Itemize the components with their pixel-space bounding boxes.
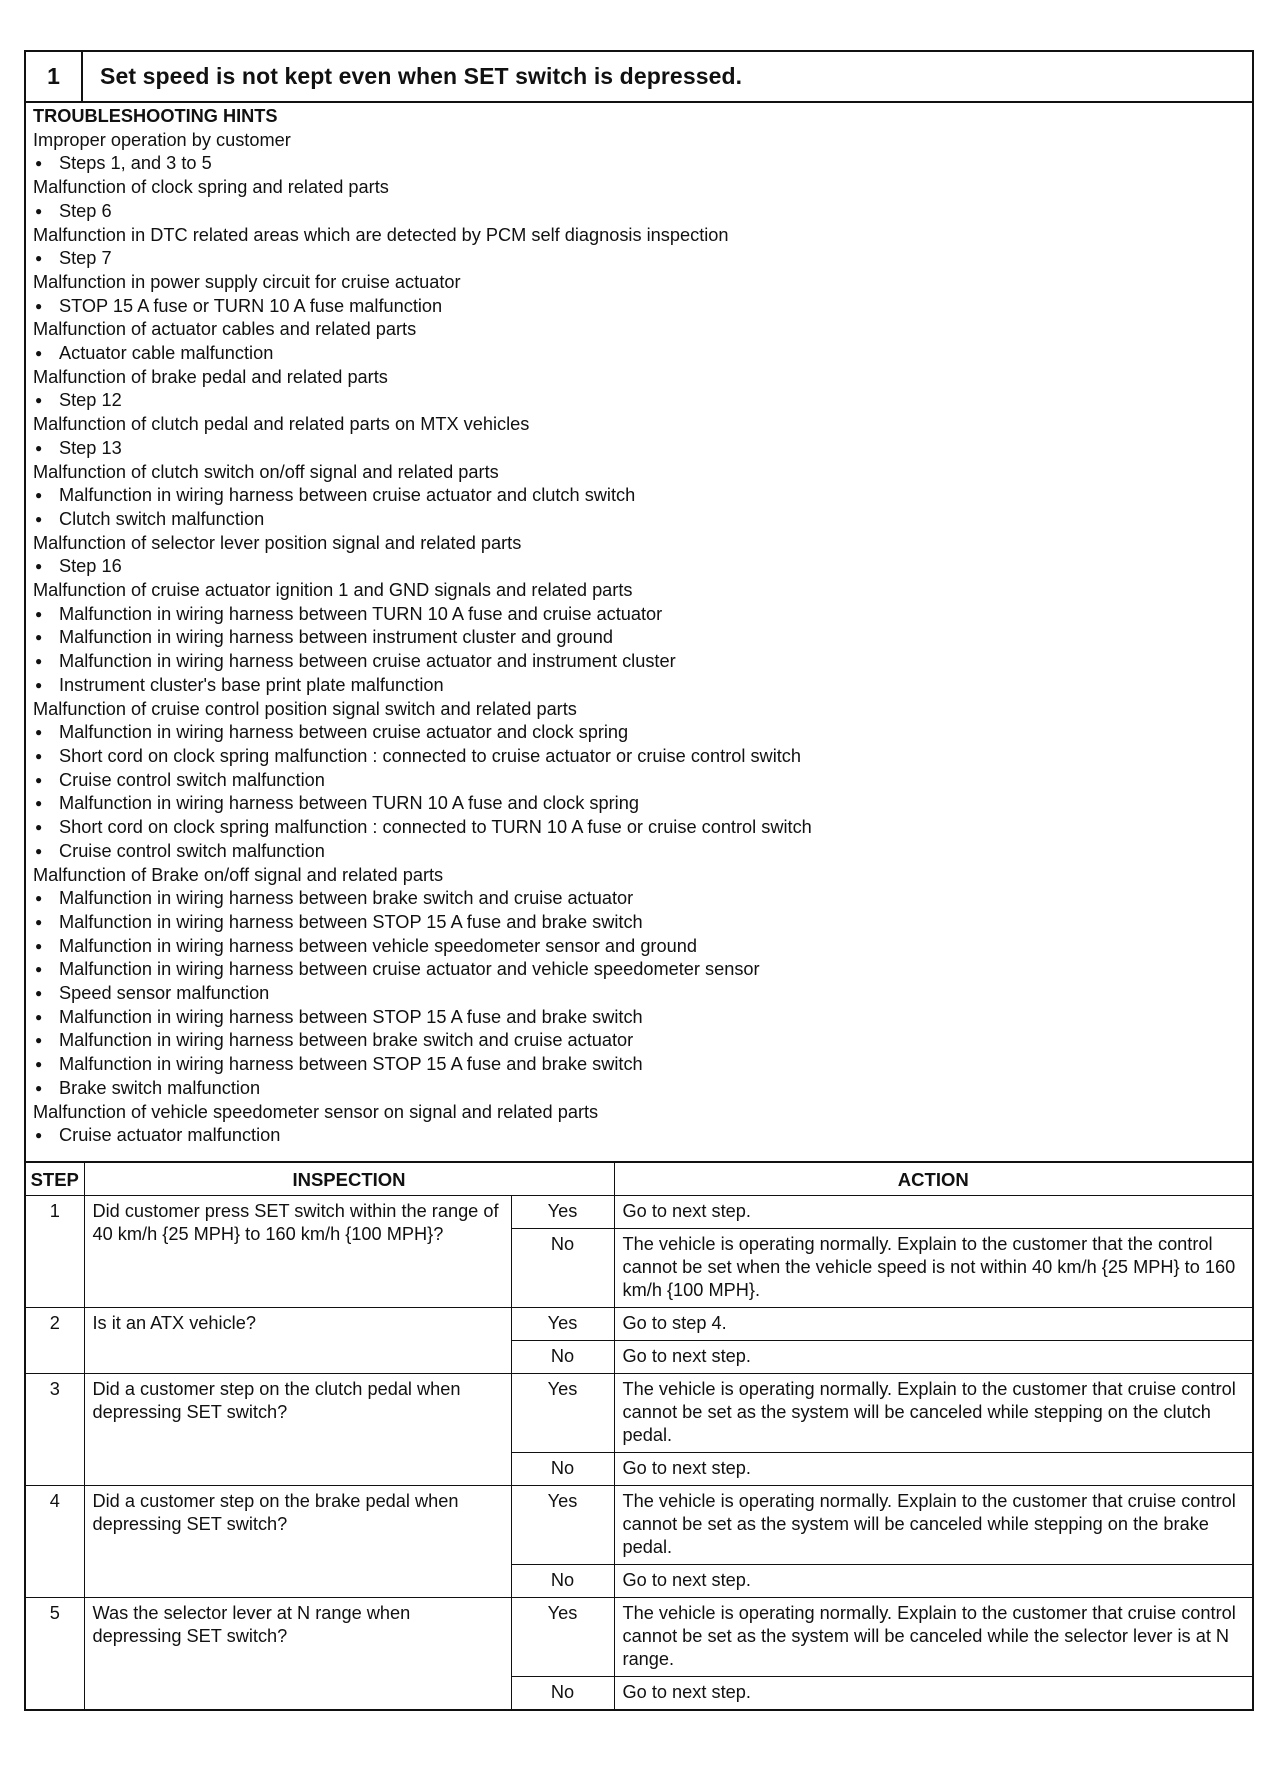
- section-header: [26, 52, 1252, 103]
- answer-cell: Yes: [511, 1308, 614, 1341]
- action-text: Go to next step.: [614, 1341, 1252, 1374]
- answer-cell: No: [511, 1677, 614, 1710]
- bullet-icon: ●: [35, 203, 43, 218]
- action-text: The vehicle is operating normally. Explain to the customer that cruise control cannot be set as the system will be canceled while the selector lever is at N range.: [614, 1598, 1252, 1677]
- hint-bullet-item: [33, 674, 1246, 698]
- hint-bullet-item: [33, 603, 1246, 627]
- step-number: 2: [26, 1308, 84, 1374]
- hint-bullet-item: [33, 1053, 1246, 1077]
- hint-text: Malfunction of cruise control position signal switch and related parts: [33, 698, 577, 719]
- bullet-icon: ●: [35, 654, 43, 669]
- bullet-icon: ●: [35, 843, 43, 858]
- inspection-text: Is it an ATX vehicle?: [84, 1308, 511, 1374]
- hint-category: [33, 271, 1246, 295]
- hint-category: [33, 318, 1246, 342]
- step-column-header: STEP: [26, 1162, 84, 1196]
- hint-text: Malfunction in wiring harness between cruise actuator and clutch switch: [59, 485, 636, 506]
- hints-list: [33, 129, 1246, 1148]
- step-number: 1: [26, 1196, 84, 1308]
- bullet-icon: ●: [35, 891, 43, 906]
- answer-cell: Yes: [511, 1598, 614, 1677]
- hint-text: Step 12: [59, 390, 122, 411]
- table-header-row: [26, 1162, 1252, 1196]
- hint-text: Malfunction in wiring harness between brake switch and cruise actuator: [59, 1030, 634, 1051]
- hint-text: Cruise control switch malfunction: [59, 840, 325, 861]
- hint-category: [33, 1101, 1246, 1125]
- action-text: The vehicle is operating normally. Explain to the customer that cruise control cannot be set as the system will be canceled while stepping on the clutch pedal.: [614, 1374, 1252, 1453]
- hint-bullet-item: [33, 1006, 1246, 1030]
- table-row: [26, 1598, 1252, 1677]
- bullet-icon: ●: [35, 511, 43, 526]
- answer-cell: Yes: [511, 1196, 614, 1229]
- hint-text: Malfunction of cruise actuator ignition 1 and GND signals and related parts: [33, 580, 633, 601]
- bullet-icon: ●: [35, 962, 43, 977]
- bullet-icon: ●: [35, 630, 43, 645]
- hint-text: Step 16: [59, 556, 122, 577]
- table-row: [26, 1486, 1252, 1565]
- section-title: Set speed is not kept even when SET switch is depressed.: [100, 63, 743, 89]
- bullet-icon: ●: [35, 488, 43, 503]
- hint-bullet-item: [33, 650, 1246, 674]
- hint-bullet-item: [33, 1124, 1246, 1148]
- hint-category: [33, 579, 1246, 603]
- bullet-icon: ●: [35, 772, 43, 787]
- hint-text: Cruise control switch malfunction: [59, 769, 325, 790]
- hint-text: Malfunction in wiring harness between vehicle speedometer sensor and ground: [59, 935, 697, 956]
- hint-category: [33, 129, 1246, 153]
- bullet-icon: ●: [35, 440, 43, 455]
- hint-text: Malfunction in wiring harness between brake switch and cruise actuator: [59, 888, 634, 909]
- table-row: [26, 1196, 1252, 1229]
- hint-text: Steps 1, and 3 to 5: [59, 153, 212, 174]
- bullet-icon: ●: [35, 251, 43, 266]
- hint-text: Malfunction of vehicle speedometer sensor on signal and related parts: [33, 1101, 599, 1122]
- hint-text: Step 7: [59, 248, 112, 269]
- bullet-icon: ●: [35, 1057, 43, 1072]
- hint-text: Malfunction in wiring harness between cruise actuator and vehicle speedometer sensor: [59, 959, 760, 980]
- action-column-header: ACTION: [614, 1162, 1252, 1196]
- hint-bullet-item: [33, 721, 1246, 745]
- bullet-icon: ●: [35, 820, 43, 835]
- bullet-icon: ●: [35, 796, 43, 811]
- hint-text: Instrument cluster's base print plate malfunction: [59, 674, 444, 695]
- hint-category: [33, 698, 1246, 722]
- hint-bullet-item: [33, 437, 1246, 461]
- bullet-icon: ●: [35, 1080, 43, 1095]
- hint-bullet-item: [33, 295, 1246, 319]
- hint-bullet-item: [33, 389, 1246, 413]
- troubleshooting-sheet: [24, 50, 1254, 1711]
- hint-text: Malfunction of actuator cables and related parts: [33, 319, 417, 340]
- bullet-icon: ●: [35, 346, 43, 361]
- hint-category: [33, 366, 1246, 390]
- inspection-text: Was the selector lever at N range when depressing SET switch?: [84, 1598, 511, 1710]
- section-number: 1: [26, 52, 83, 101]
- hint-category: [33, 532, 1246, 556]
- hint-bullet-item: [33, 816, 1246, 840]
- hint-category: [33, 224, 1246, 248]
- action-text: The vehicle is operating normally. Explain to the customer that the control cannot be set when the vehicle speed is not within 40 km/h {25 MPH} to 160 km/h {100 MPH}.: [614, 1229, 1252, 1308]
- answer-cell: Yes: [511, 1486, 614, 1565]
- hint-text: Malfunction in wiring harness between cruise actuator and clock spring: [59, 722, 629, 743]
- hint-bullet-item: [33, 840, 1246, 864]
- hint-category: [33, 413, 1246, 437]
- bullet-icon: ●: [35, 298, 43, 313]
- hint-text: Short cord on clock spring malfunction : connected to cruise actuator or cruise control switch: [59, 745, 801, 766]
- action-text: Go to step 4.: [614, 1308, 1252, 1341]
- bullet-icon: ●: [35, 393, 43, 408]
- hint-text: Malfunction in wiring harness between TURN 10 A fuse and clock spring: [59, 793, 639, 814]
- action-text: Go to next step.: [614, 1196, 1252, 1229]
- hint-bullet-item: [33, 484, 1246, 508]
- answer-cell: No: [511, 1453, 614, 1486]
- inspection-table: [26, 1161, 1252, 1709]
- inspection-text: Did a customer step on the brake pedal when depressing SET switch?: [84, 1486, 511, 1598]
- bullet-icon: ●: [35, 986, 43, 1001]
- hint-bullet-item: [33, 247, 1246, 271]
- hint-text: Malfunction of Brake on/off signal and related parts: [33, 864, 444, 885]
- hint-text: Step 6: [59, 200, 112, 221]
- action-text: Go to next step.: [614, 1453, 1252, 1486]
- hint-bullet-item: [33, 1029, 1246, 1053]
- hint-text: Cruise actuator malfunction: [59, 1125, 281, 1146]
- bullet-icon: ●: [35, 725, 43, 740]
- step-number: 5: [26, 1598, 84, 1710]
- hint-text: Clutch switch malfunction: [59, 508, 265, 529]
- hints-heading: TROUBLESHOOTING HINTS: [33, 106, 278, 126]
- hint-bullet-item: [33, 958, 1246, 982]
- hint-text: Short cord on clock spring malfunction : connected to TURN 10 A fuse or cruise control switch: [59, 817, 812, 838]
- hint-text: Malfunction of brake pedal and related parts: [33, 366, 388, 387]
- step-number: 4: [26, 1486, 84, 1598]
- hint-text: Malfunction of clutch pedal and related parts on MTX vehicles: [33, 414, 530, 435]
- bullet-icon: ●: [35, 156, 43, 171]
- hint-bullet-item: [33, 152, 1246, 176]
- hint-text: Malfunction in wiring harness between cruise actuator and instrument cluster: [59, 651, 676, 672]
- step-number: 3: [26, 1374, 84, 1486]
- table-row: [26, 1374, 1252, 1453]
- hint-bullet-item: [33, 769, 1246, 793]
- hint-bullet-item: [33, 555, 1246, 579]
- bullet-icon: ●: [35, 1128, 43, 1143]
- answer-cell: Yes: [511, 1374, 614, 1453]
- hint-text: Malfunction of clock spring and related parts: [33, 177, 389, 198]
- hint-text: Brake switch malfunction: [59, 1077, 261, 1098]
- answer-cell: No: [511, 1341, 614, 1374]
- action-text: The vehicle is operating normally. Explain to the customer that cruise control cannot be set as the system will be canceled while stepping on the brake pedal.: [614, 1486, 1252, 1565]
- hint-text: Improper operation by customer: [33, 129, 291, 150]
- hint-text: STOP 15 A fuse or TURN 10 A fuse malfunction: [59, 295, 443, 316]
- action-text: Go to next step.: [614, 1565, 1252, 1598]
- hint-text: Malfunction in wiring harness between instrument cluster and ground: [59, 627, 614, 648]
- action-text: Go to next step.: [614, 1677, 1252, 1710]
- bullet-icon: ●: [35, 559, 43, 574]
- hint-text: Malfunction in power supply circuit for cruise actuator: [33, 271, 461, 292]
- bullet-icon: ●: [35, 938, 43, 953]
- hint-text: Malfunction of selector lever position signal and related parts: [33, 532, 522, 553]
- hint-text: Malfunction in wiring harness between TURN 10 A fuse and cruise actuator: [59, 603, 663, 624]
- hint-text: Step 13: [59, 437, 122, 458]
- hint-text: Malfunction in wiring harness between STOP 15 A fuse and brake switch: [59, 1006, 643, 1027]
- hint-bullet-item: [33, 508, 1246, 532]
- bullet-icon: ●: [35, 606, 43, 621]
- hint-bullet-item: [33, 1077, 1246, 1101]
- hint-bullet-item: [33, 935, 1246, 959]
- hint-category: [33, 176, 1246, 200]
- hint-text: Actuator cable malfunction: [59, 343, 274, 364]
- inspection-text: Did a customer step on the clutch pedal when depressing SET switch?: [84, 1374, 511, 1486]
- bullet-icon: ●: [35, 1033, 43, 1048]
- hint-bullet-item: [33, 200, 1246, 224]
- bullet-icon: ●: [35, 677, 43, 692]
- bullet-icon: ●: [35, 914, 43, 929]
- answer-cell: No: [511, 1565, 614, 1598]
- hint-category: [33, 864, 1246, 888]
- hint-text: Malfunction in wiring harness between STOP 15 A fuse and brake switch: [59, 911, 643, 932]
- hint-text: Malfunction in wiring harness between STOP 15 A fuse and brake switch: [59, 1054, 643, 1075]
- hint-bullet-item: [33, 792, 1246, 816]
- troubleshooting-hints: [26, 103, 1252, 1161]
- hint-text: Speed sensor malfunction: [59, 983, 270, 1004]
- hint-text: Malfunction of clutch switch on/off signal and related parts: [33, 461, 499, 482]
- hint-bullet-item: [33, 626, 1246, 650]
- inspection-text: Did customer press SET switch within the range of 40 km/h {25 MPH} to 160 km/h {100 MPH}?: [84, 1196, 511, 1308]
- hint-text: Malfunction in DTC related areas which are detected by PCM self diagnosis inspection: [33, 224, 729, 245]
- inspection-table-body: [26, 1196, 1252, 1710]
- hint-bullet-item: [33, 745, 1246, 769]
- hint-bullet-item: [33, 911, 1246, 935]
- answer-cell: No: [511, 1229, 614, 1308]
- bullet-icon: ●: [35, 748, 43, 763]
- hint-category: [33, 461, 1246, 485]
- hint-bullet-item: [33, 342, 1246, 366]
- hint-bullet-item: [33, 982, 1246, 1006]
- inspection-column-header: INSPECTION: [84, 1162, 614, 1196]
- bullet-icon: ●: [35, 1009, 43, 1024]
- hint-bullet-item: [33, 887, 1246, 911]
- table-row: [26, 1308, 1252, 1341]
